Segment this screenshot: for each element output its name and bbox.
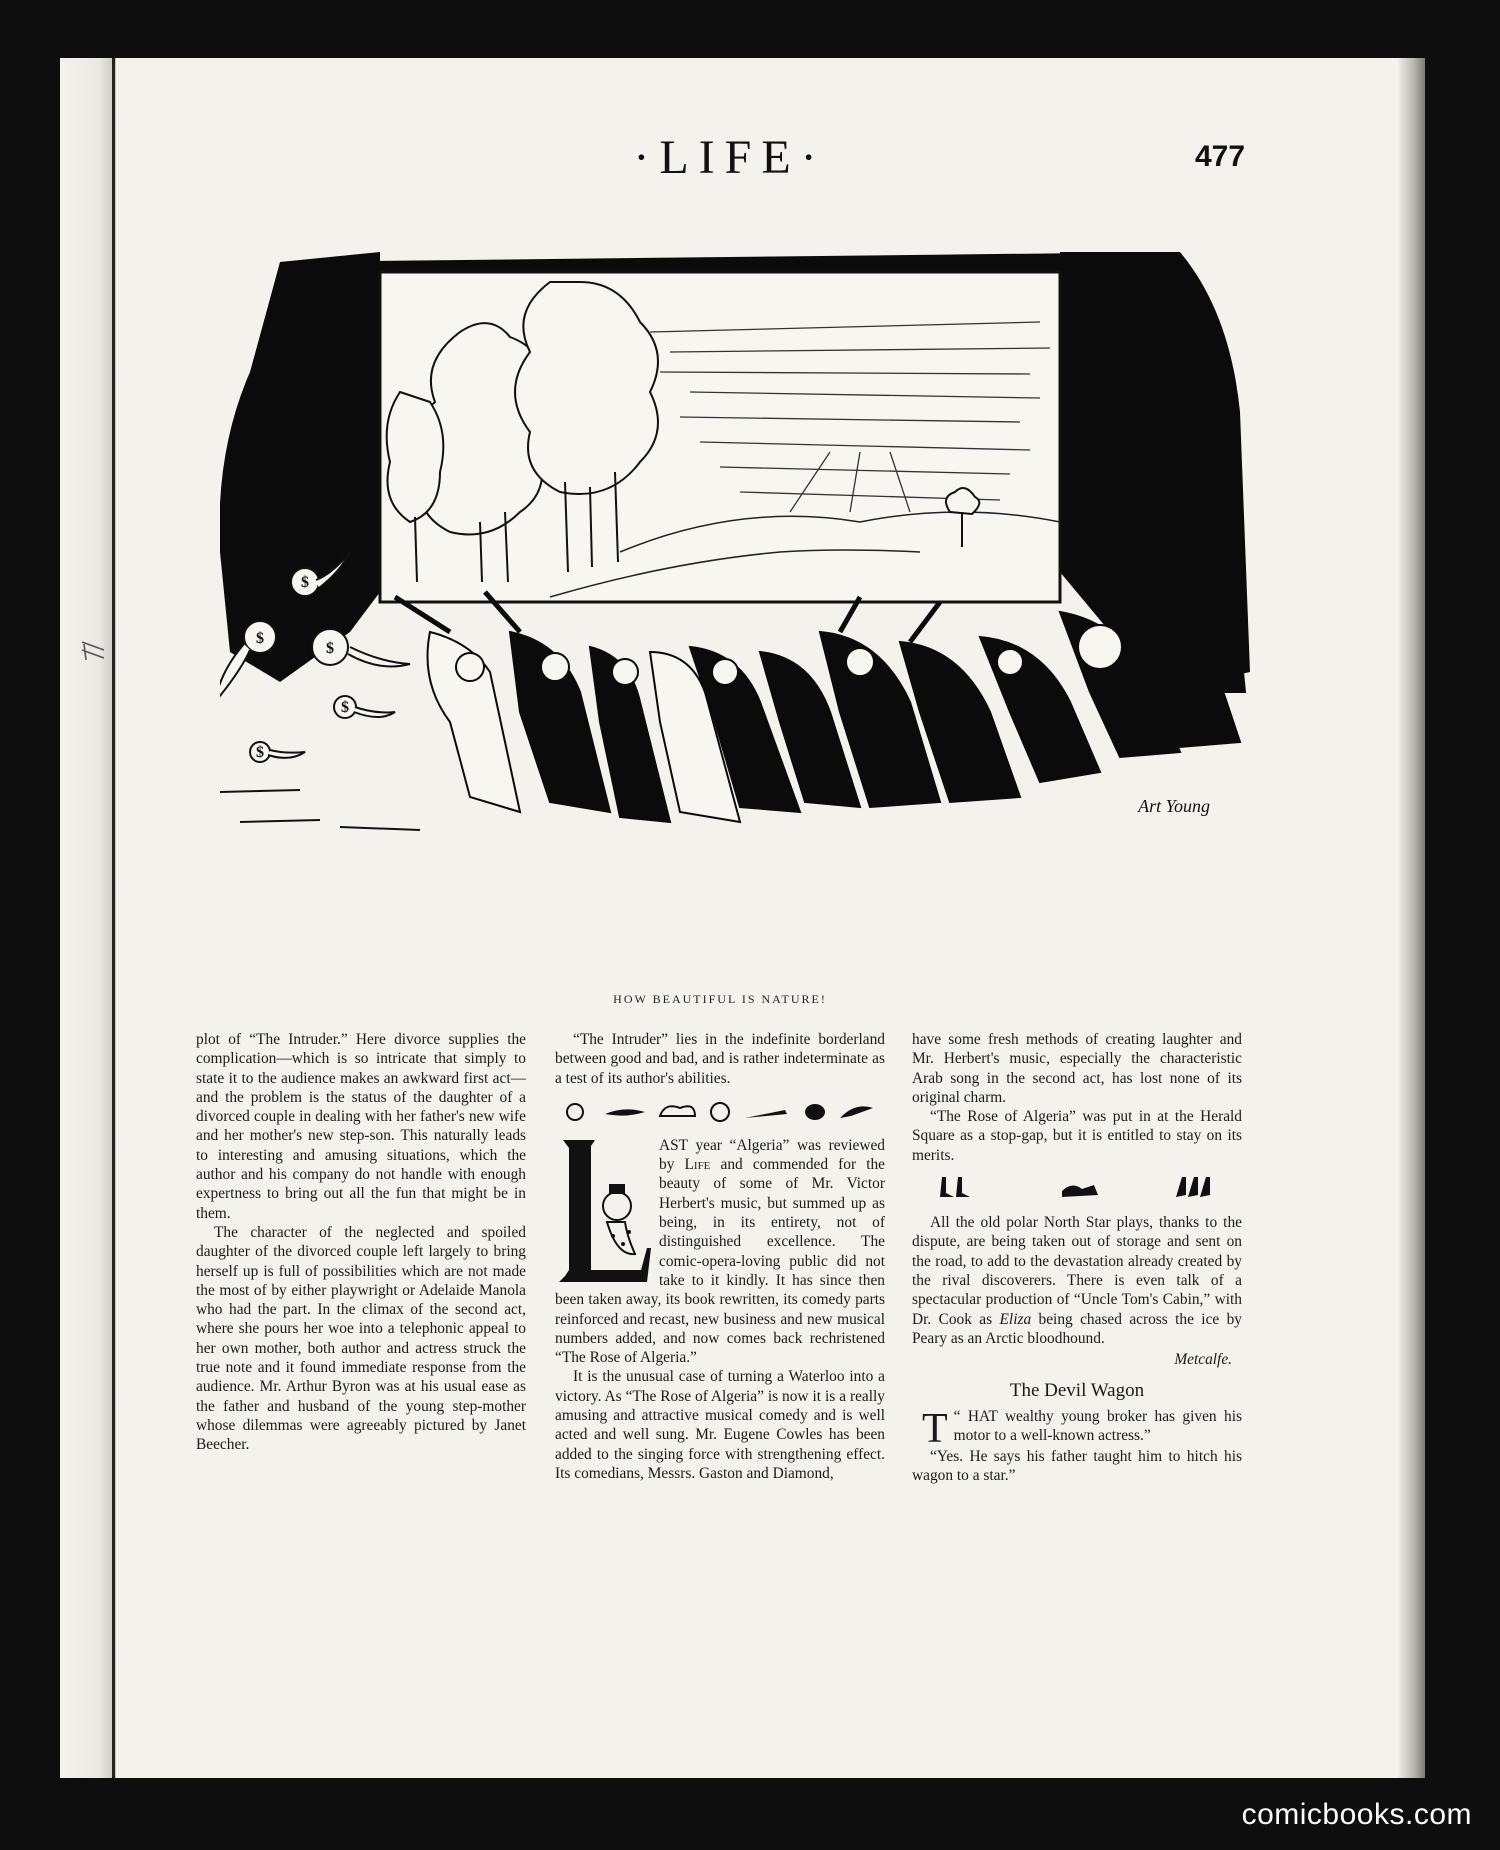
svg-text:$: $ <box>326 640 334 657</box>
svg-text:$: $ <box>341 699 349 716</box>
svg-text:$: $ <box>256 630 264 647</box>
text-span: being chased across the ice by Peary as an Arctic bloodhound. <box>912 1310 1242 1347</box>
curtain-left <box>220 252 380 682</box>
text-column-3 <box>912 1030 1242 1485</box>
svg-text:$: $ <box>256 744 264 761</box>
boots-ornament-icon <box>912 1173 1242 1203</box>
paragraph: “Yes. He says his father taught him to hitch his wagon to a star.” <box>912 1447 1242 1485</box>
binding-thread-icon <box>78 636 108 666</box>
text-column-2 <box>555 1030 885 1483</box>
author-signature: Metcalfe. <box>1174 1351 1232 1369</box>
page-number: 477 <box>1195 140 1246 173</box>
text-column-1 <box>196 1030 526 1455</box>
dropcap: T <box>922 1405 948 1452</box>
page-spine <box>60 58 116 1778</box>
paragraph <box>912 1213 1242 1348</box>
illustrated-dropcap-l-icon <box>555 1136 651 1286</box>
paragraph: The character of the neglected and spoiled daughter of the divorced couple left largely to bring herself up is full of possibilities which are not made the most of by either playwright or Adelaide Manola who had the part. In the climax of the second act, where she pours her woe into a telephonic appeal to her own mother, both author and actress struck the true note and it found immediate response from the audience. Mr. Arthur Byron was at his usual ease as the father and husband of the young step-mother whose dilemmas were agreeably pictured by Janet Beecher. <box>196 1223 526 1454</box>
emphasis: Eliza <box>999 1310 1032 1328</box>
text-span: All the old polar North Star plays, thanks to the dispute, are being taken out of storage and sent on the road, to add to the devastation already created by the rival discoverers. There is even talk of a spectacular production of “Uncle Tom's Cabin,” with Dr. Cook as <box>912 1214 1242 1328</box>
vegetable-ornament-icon <box>555 1096 885 1126</box>
text-span: and commended for the beauty of some of Mr. Victor Herbert's music, but summed up as being, in its entirety, not of distinguished excellence. The comic-opera-loving public did not take to it kindly. It has since then been taken away, its book rewritten, its comedy parts reinforced and recast, new business and new musical numbers added, and now comes back rechristened “The Rose of Algeria.” <box>555 1156 885 1367</box>
paragraph: “The Rose of Algeria” was put in at the Herald Square as a stop-gap, but it is entitled to stay on its merits. <box>912 1108 1242 1164</box>
watermark: comicbooks.com <box>1241 1798 1472 1831</box>
section-title: The Devil Wagon <box>1009 1380 1145 1402</box>
paragraph: It is the unusual case of turning a Waterloo into a victory. As “The Rose of Algeria” is now it is a really amusing and attractive musical comedy and is well acted and well sung. Mr. Eugene Cowles has been added to the singing force with strengthening effect. Its comedians, Messrs. Gaston and Diamond, <box>555 1368 885 1482</box>
text-span: AST year “Algeria” was reviewed by <box>659 1136 885 1174</box>
artist-signature: Art Young <box>1138 796 1210 816</box>
paragraph <box>912 1405 1242 1452</box>
magazine-name: Life <box>684 1156 711 1174</box>
floor-lines <box>220 790 420 830</box>
spine-edge <box>112 58 115 1778</box>
illustration-caption: HOW BEAUTIFUL IS NATURE! <box>613 992 827 1006</box>
paragraph: plot of “The Intruder.” Here divorce supplies the complication—which is so intricate that simply to state it to the audience makes an awkward first act—and the problem is the status of the daughter of a divorced couple in dealing with her father's new wife and her mother's new step-son. This naturally leads to interesting and amusing situations, which the author and his company do not handle with enough expertness to bring out all the fun that might be in them. <box>196 1031 526 1222</box>
cartoon-drawing <box>220 252 1250 992</box>
text-span: “ HAT wealthy young broker has given his motor to a well-known actress.” <box>953 1407 1242 1445</box>
cartoon-illustration <box>220 252 1250 992</box>
svg-text:$: $ <box>301 574 309 591</box>
paragraph: have some fresh methods of creating laughter and Mr. Herbert's music, especially the characteristic Arab song in the second act, has lost none of its original charm. <box>912 1031 1242 1106</box>
masthead: ·LIFE· <box>633 131 827 184</box>
paragraph: “The Intruder” lies in the indefinite borderland between good and bad, and is rather indeterminate as a test of its author's abilities. <box>555 1031 885 1087</box>
page-right-edge <box>1397 58 1425 1778</box>
